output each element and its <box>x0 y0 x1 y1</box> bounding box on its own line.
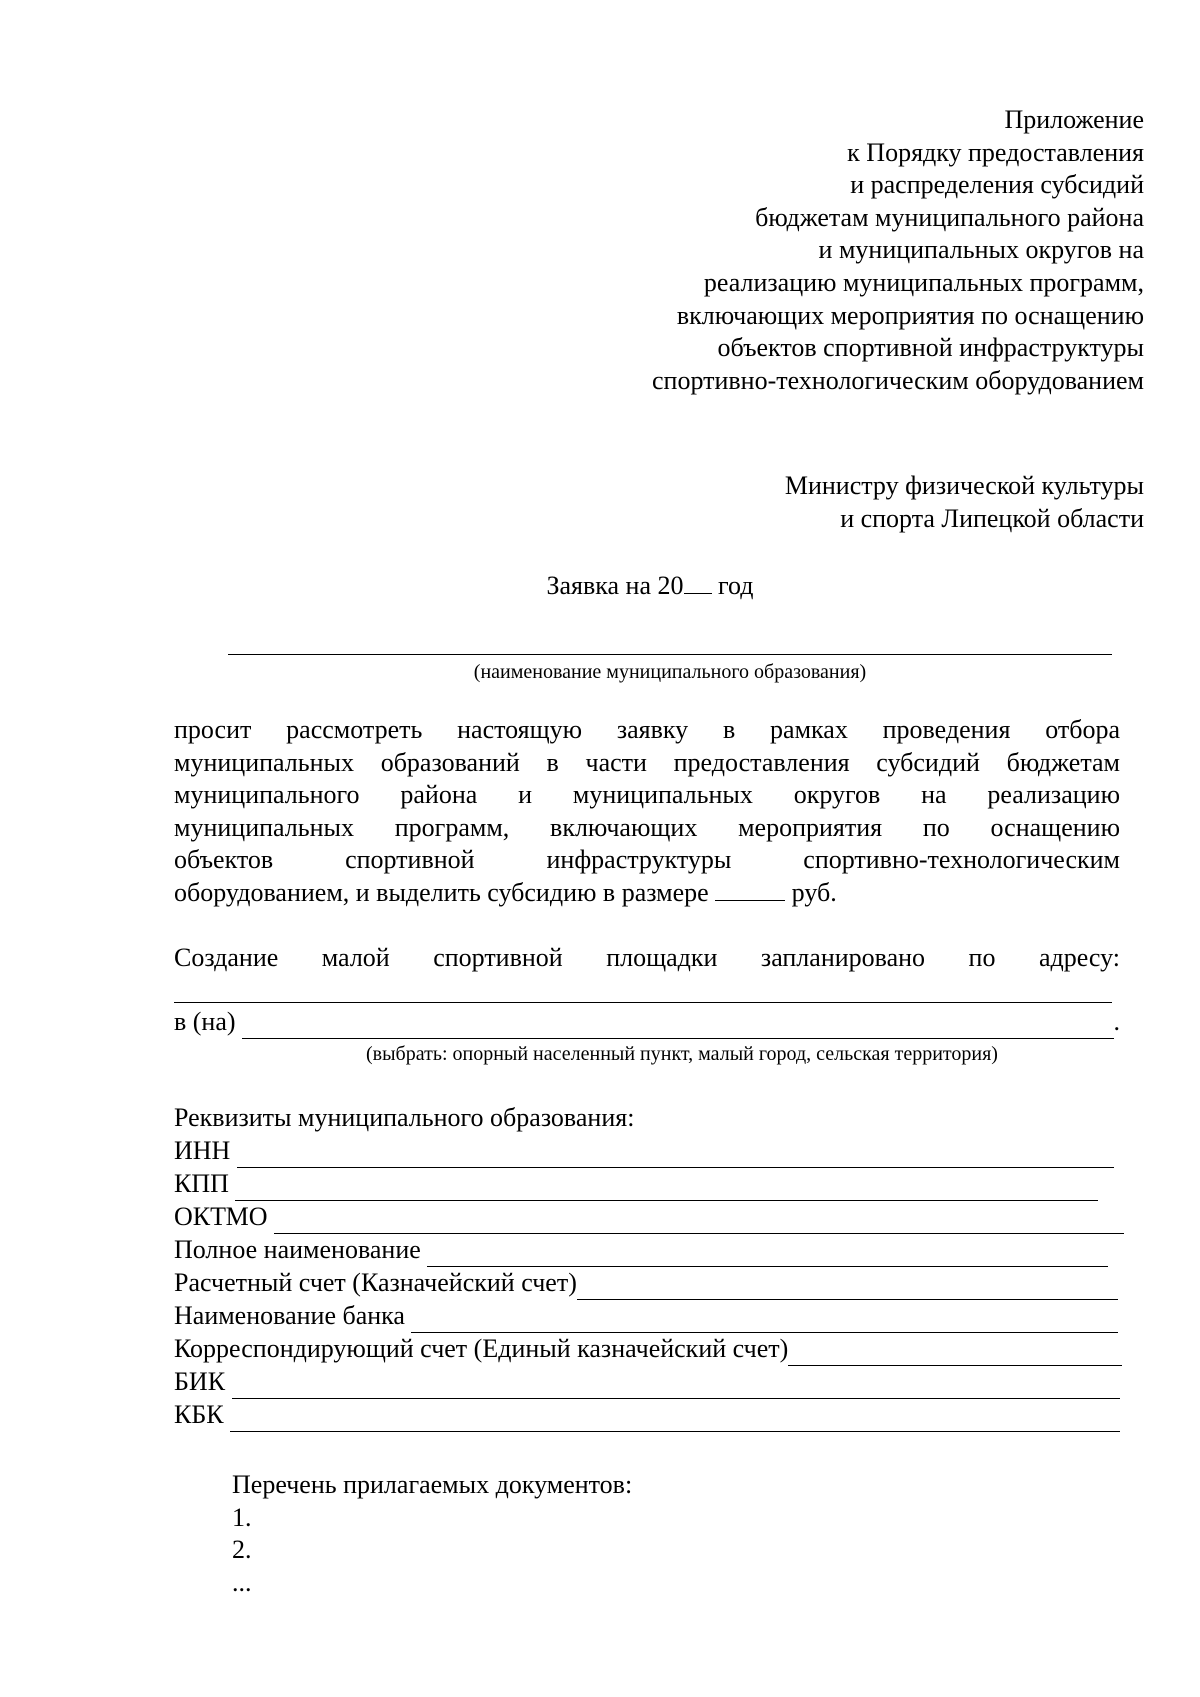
title-prefix: Заявка на 20 <box>546 571 684 600</box>
requisite-row-full-name <box>174 1234 1108 1267</box>
paragraph-line: муниципальных образований в части предоставления субсидий бюджетам <box>174 747 1120 777</box>
requisite-row-oktmo <box>174 1201 1124 1234</box>
attachment-item: ... <box>232 1567 252 1597</box>
year-blank[interactable] <box>684 593 712 594</box>
addressee-line: Министру физической культуры <box>784 471 1144 500</box>
paragraph-line: просит рассмотреть настоящую заявку в рамках проведения отбора <box>174 715 1120 744</box>
requisite-row-bik <box>174 1366 1120 1399</box>
paragraph-line: муниципальных программ, включающих мероприятия по оснащению <box>174 812 1120 842</box>
site-caption: (выбрать: опорный населенный пункт, малый город, сельская территория) <box>366 1043 998 1065</box>
attachment-item: 2. <box>232 1535 252 1565</box>
paragraph-line: объектов спортивной инфраструктуры спортивно-технологическим <box>174 845 1120 875</box>
title-suffix: год <box>711 571 754 600</box>
requisite-label: Полное наименование <box>174 1235 428 1264</box>
site-end-mark: . <box>1113 1007 1120 1036</box>
oktmo-field[interactable] <box>274 1211 1124 1234</box>
full-name-field[interactable] <box>427 1244 1108 1267</box>
requisite-row-account <box>174 1267 1118 1300</box>
subsidy-suffix: руб. <box>785 877 837 907</box>
request-paragraph <box>174 714 1120 910</box>
requisite-label: ОКТМО <box>174 1202 275 1231</box>
addressee-line: и спорта Липецкой области <box>840 503 1144 533</box>
site-address <box>174 942 1120 975</box>
kbk-field[interactable] <box>230 1409 1120 1432</box>
inn-field[interactable] <box>237 1145 1114 1168</box>
requisite-label: Расчетный счет (Казначейский счет) <box>174 1268 577 1297</box>
requisite-row-kpp <box>174 1168 1098 1201</box>
appendix-line: к Порядку предоставления <box>847 137 1144 167</box>
kpp-field[interactable] <box>235 1178 1098 1201</box>
site-line: Создание малой спортивной площадки запланировано по адресу: <box>174 943 1120 972</box>
attachments-list <box>232 1469 632 1599</box>
site-in-label: в (на) <box>174 1007 243 1036</box>
site-territory-row <box>174 1006 1120 1039</box>
site-territory-field[interactable] <box>242 1016 1113 1039</box>
appendix-line: объектов спортивной инфраструктуры <box>717 333 1144 363</box>
appendix-line: спортивно-технологическим оборудованием <box>652 365 1144 395</box>
requisite-label: БИК <box>174 1367 232 1396</box>
appendix-line: бюджетам муниципального района <box>755 202 1144 232</box>
attachment-item: 1. <box>232 1502 252 1532</box>
appendix-line: и муниципальных округов на <box>818 235 1144 265</box>
requisite-label: ИНН <box>174 1136 237 1165</box>
municipality-caption: (наименование муниципального образования) <box>473 661 867 683</box>
subsidy-prefix: оборудованием, и выделить субсидию в размере <box>174 877 716 907</box>
addressee <box>785 470 1144 535</box>
document-title <box>0 570 1200 603</box>
municipality-name-line[interactable] <box>228 654 1112 655</box>
bank-name-field[interactable] <box>411 1310 1118 1333</box>
requisite-row-inn <box>174 1135 1114 1168</box>
requisite-row-bank <box>174 1300 1118 1333</box>
corr-account-field[interactable] <box>788 1343 1122 1366</box>
requisite-row-corr-account <box>174 1333 1122 1366</box>
attachments-heading: Перечень прилагаемых документов: <box>232 1470 633 1499</box>
appendix-line: и распределения субсидий <box>850 170 1144 200</box>
paragraph-line: муниципального района и муниципальных округов на реализацию <box>174 780 1120 810</box>
requisite-label: Корреспондирующий счет (Единый казначейский счет) <box>174 1334 789 1363</box>
appendix-header <box>652 104 1144 397</box>
site-address-line[interactable] <box>174 1002 1112 1003</box>
account-field[interactable] <box>577 1277 1118 1300</box>
requisite-label: КБК <box>174 1400 231 1429</box>
requisite-label: Наименование банка <box>174 1301 412 1330</box>
appendix-line: реализацию муниципальных программ, <box>703 267 1144 297</box>
appendix-line: Приложение <box>1004 105 1144 134</box>
paragraph-last-line <box>174 877 1120 910</box>
appendix-line: включающих мероприятия по оснащению <box>676 300 1144 330</box>
subsidy-amount-blank[interactable] <box>715 900 785 901</box>
requisites-heading: Реквизиты муниципального образования: <box>174 1103 635 1132</box>
requisite-label: КПП <box>174 1169 236 1198</box>
requisite-row-kbk <box>174 1399 1120 1432</box>
bik-field[interactable] <box>232 1376 1120 1399</box>
